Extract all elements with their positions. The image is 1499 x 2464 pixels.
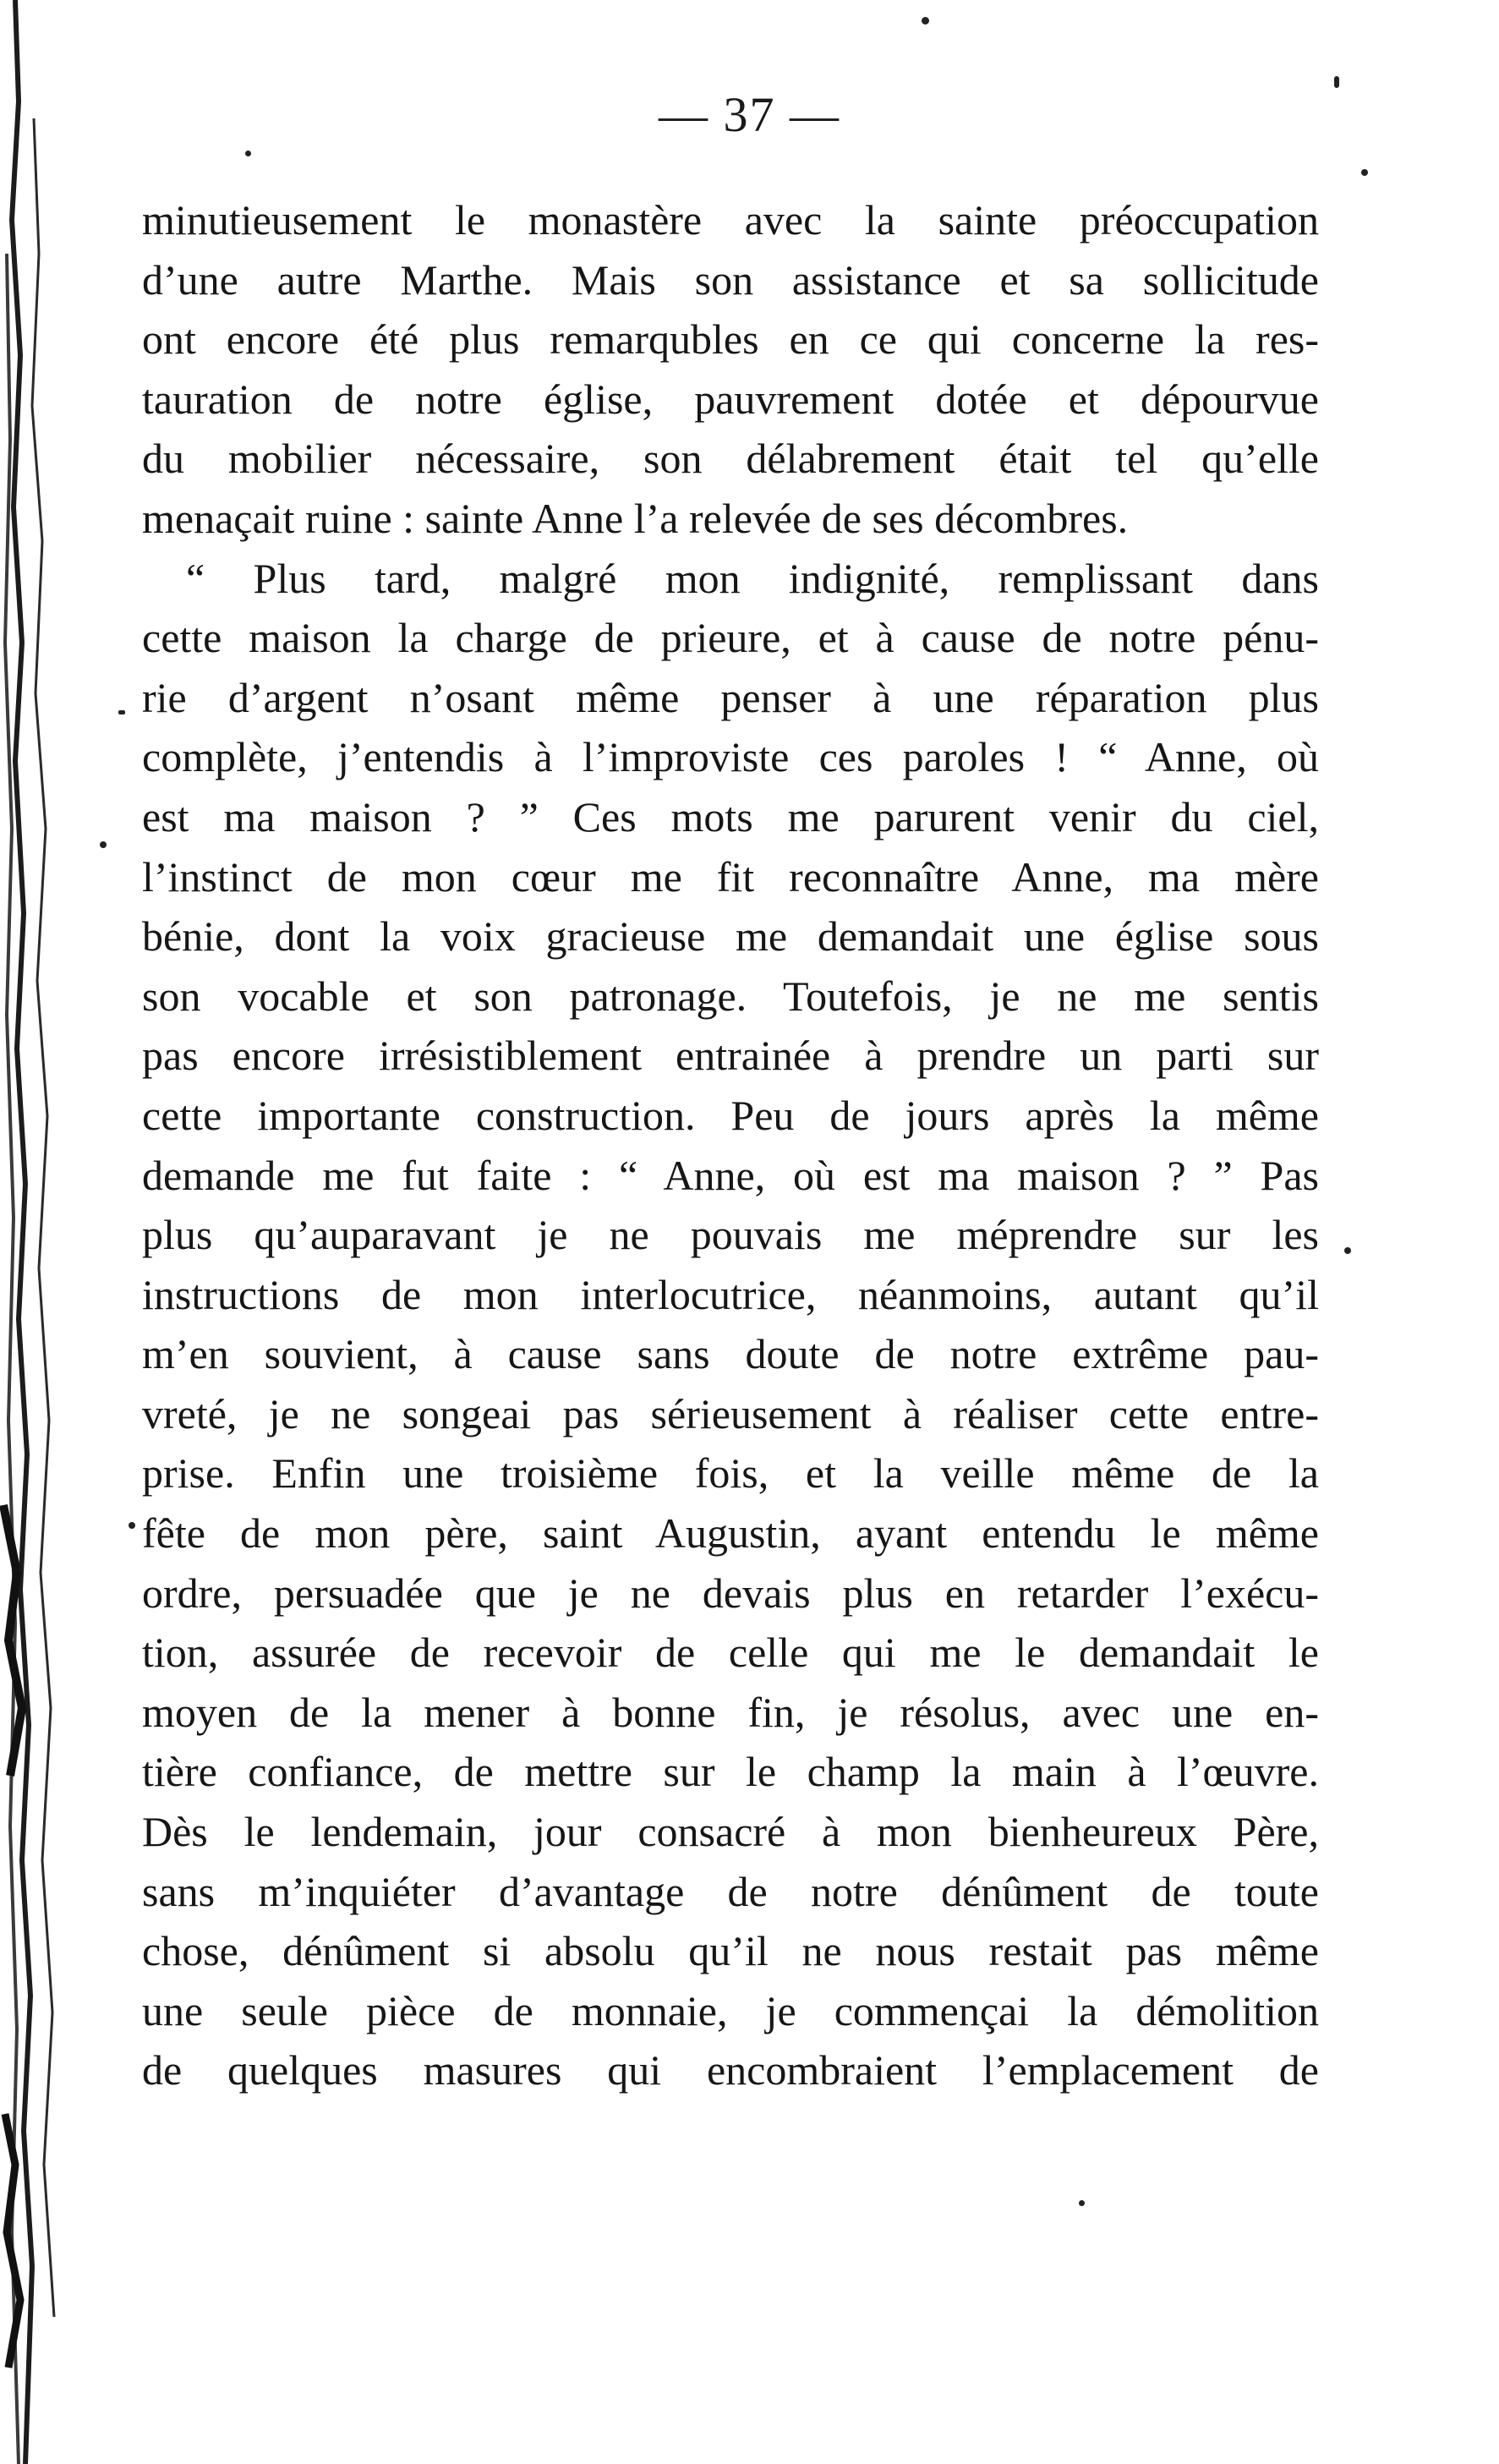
text-line: cette maison la charge de prieure, et à cause de notre pénu- (142, 614, 1319, 662)
speck (922, 17, 929, 25)
text-line: ont encore été plus remarqubles en ce qui concerne la res- (142, 315, 1319, 364)
text-line: son vocable et son patronage. Toutefois, je ne me sentis (142, 972, 1319, 1020)
text-line: bénie, dont la voix gracieuse me demandait une église sous (142, 912, 1319, 961)
text-line: fête de mon père, saint Augustin, ayant entendu le même (142, 1509, 1319, 1558)
speck (245, 151, 251, 156)
speck (129, 1522, 135, 1529)
text-line: pas encore irrésistiblement entrainée à prendre un parti sur (142, 1032, 1319, 1080)
body-text (142, 190, 1319, 2100)
text-line: ordre, persuadée que je ne devais plus en retarder l’exécu- (142, 1569, 1319, 1617)
speck (1361, 169, 1368, 176)
text-line: plus qu’auparavant je ne pouvais me méprendre sur les (142, 1211, 1319, 1259)
text-line: tauration de notre église, pauvrement dotée et dépourvue (142, 375, 1319, 423)
text-line: du mobilier nécessaire, son délabrement était tel qu’elle (142, 435, 1319, 483)
text-line: tion, assurée de recevoir de celle qui me le demandait le (142, 1629, 1319, 1677)
speck (1079, 2200, 1085, 2206)
text-line: menaçait ruine : sainte Anne l’a relevée de ses décombres. (142, 494, 1129, 542)
text-line: “ Plus tard, malgré mon indignité, remplissant dans (186, 554, 1319, 602)
text-line: une seule pièce de monnaie, je commençai la démolition (142, 1986, 1319, 2034)
text-line: de quelques masures qui encombraient l’emplacement de (142, 2046, 1319, 2094)
text-line: instructions de mon interlocutrice, néanmoins, autant qu’il (142, 1270, 1319, 1318)
text-line: minutieusement le monastère avec la sainte préoccupation (142, 196, 1319, 244)
text-line: l’instinct de mon cœur me fit reconnaître Anne, ma mère (142, 852, 1319, 901)
text-line: cette importante construction. Peu de jours après la même (142, 1091, 1319, 1139)
binding-edge-decoration (0, 0, 66, 2464)
text-line: moyen de la mener à bonne fin, je résolus, avec une en- (142, 1688, 1319, 1736)
text-line: prise. Enfin une troisième fois, et la veille même de la (142, 1449, 1319, 1498)
text-line: est ma maison ? ” Ces mots me parurent venir du ciel, (142, 792, 1319, 840)
text-line: tière confiance, de mettre sur le champ la main à l’œuvre. (142, 1748, 1319, 1796)
text-line: Dès le lendemain, jour consacré à mon bienheureux Père, (142, 1808, 1319, 1856)
page-number: — 37 — (659, 87, 840, 142)
speck (100, 841, 107, 848)
text-line: rie d’argent n’osant même penser à une réparation plus (142, 673, 1319, 721)
speck (118, 710, 125, 715)
text-line: chose, dénûment si absolu qu’il ne nous restait pas même (142, 1927, 1319, 1975)
text-line: complète, j’entendis à l’improviste ces paroles ! “ Anne, où (142, 733, 1319, 781)
text-line: m’en souvient, à cause sans doute de notre extrême pau- (142, 1330, 1319, 1378)
text-line: vreté, je ne songeai pas sérieusement à réaliser cette entre- (142, 1389, 1319, 1437)
speck (1344, 1247, 1351, 1254)
text-line: d’une autre Marthe. Mais son assistance et sa sollicitude (142, 255, 1319, 304)
text-line: demande me fut faite : “ Anne, où est ma maison ? ” Pas (142, 1151, 1319, 1199)
text-line: sans m’inquiéter d’avantage de notre dénûment de toute (142, 1867, 1319, 1915)
